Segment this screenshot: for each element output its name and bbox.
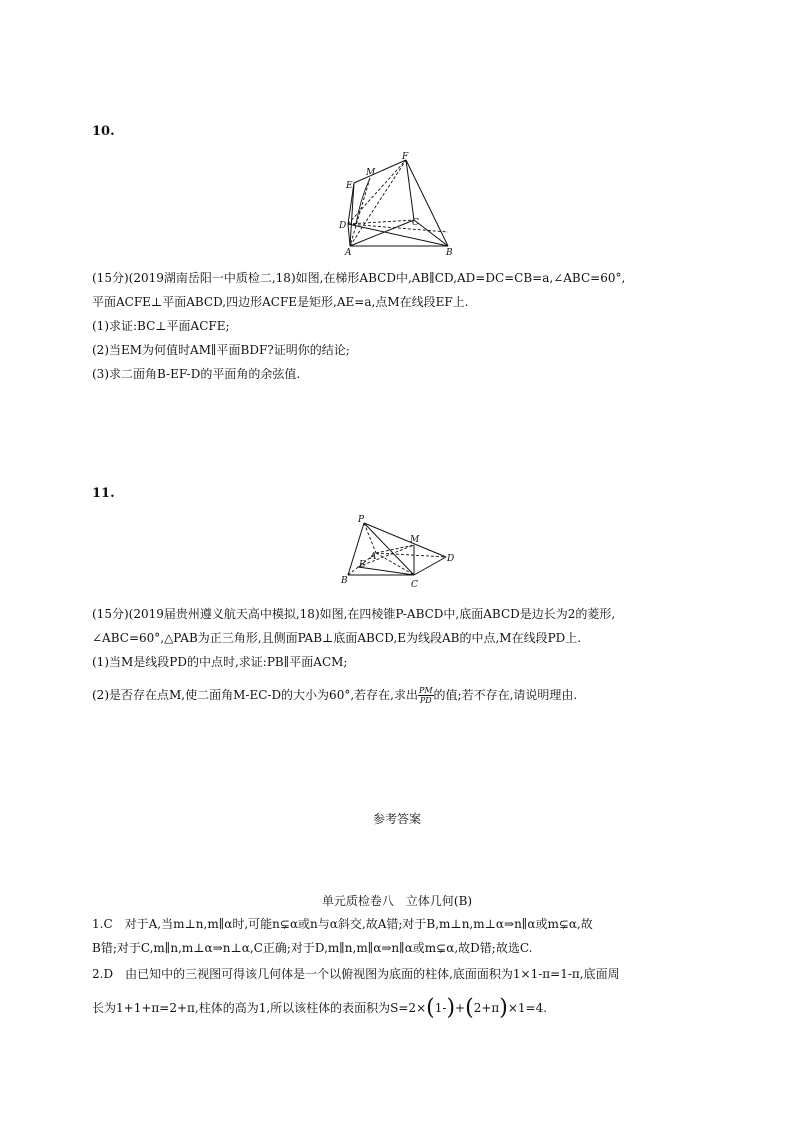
edge-CD [414, 557, 446, 575]
dashed-DB2 [348, 224, 448, 232]
label-E: E [359, 560, 366, 570]
plus-sign: + [455, 1001, 466, 1015]
q11-line2: ∠ABC=60°,△PAB为正三角形,且侧面PAB⊥底面ABCD,E为线段AB的中点,M在线段PD上. [92, 631, 582, 645]
dashed-AD [376, 553, 446, 557]
label-A: A [345, 248, 352, 258]
fraction-denominator: PD [419, 696, 432, 705]
label-D: D [339, 221, 347, 231]
edge-EA [350, 183, 354, 246]
dashed-DC [348, 220, 414, 224]
dashed-AM [376, 545, 414, 553]
fraction-numerator: PM [418, 686, 433, 695]
q10-line2: 平面ACFE⊥平面ABCD,四边形ACFE是矩形,AE=a,点M在线段EF上. [92, 295, 469, 309]
paren-1-inner: 1- [434, 1001, 447, 1015]
dashed-DF [348, 160, 406, 224]
q10-line1: (15分)(2019湖南岳阳一中质检二,18)如图,在梯形ABCD中,AB∥CD,AD=DC=CB=a,∠ABC=60°, [92, 271, 626, 285]
q10-part2: (2)当EM为何值时AM∥平面BDF?证明你的结论; [92, 343, 350, 357]
answers-subheading: 单元质检卷八 立体几何(B) [321, 894, 473, 908]
answer-1-line2: B错;对于C,m∥n,m⊥α⇒n⊥α,C正确;对于D,m∥n,m∥α⇒n∥α或m⊊α,故D错;故选C. [92, 941, 533, 955]
right-paren-2: ) [499, 995, 508, 1021]
answer-2-tail: ×1=4. [507, 1001, 548, 1015]
answer-2-text-before: 长为1+1+π=2+π,柱体的高为1,所以该柱体的表面积为S=2× [92, 1001, 427, 1015]
answer-1-line1: 1.C 对于A,当m⊥n,m∥α时,可能n⊊α或n与α斜交,故A错;对于B,m⊥n,m⊥α⇒n∥α或m⊊α,故 [92, 917, 593, 931]
q11-part2-text-after: 的值;若不存在,请说明理由. [433, 688, 578, 702]
left-paren-1: ( [426, 995, 435, 1021]
q11-part1: (1)当M是线段PD的中点时,求证:PB∥平面ACM; [92, 655, 348, 669]
edge-EC [358, 567, 414, 575]
q11-line1: (15分)(2019届贵州遵义航天高中模拟,18)如图,在四棱锥P-ABCD中,底面ABCD是边长为2的菱形, [92, 607, 616, 621]
answers-heading: 参考答案 [372, 812, 421, 826]
edge-FE [354, 160, 406, 183]
q11-part2 [92, 686, 712, 705]
label-D: D [447, 554, 455, 564]
label-C: C [412, 218, 419, 228]
label-A: A [370, 552, 377, 562]
q10-part3: (3)求二面角B-EF-D的平面角的余弦值. [92, 367, 301, 381]
dashed-AC [376, 553, 414, 575]
left-paren-2: ( [465, 995, 474, 1021]
question-11-number: 11. [92, 486, 115, 501]
q11-part2-text-before: (2)是否存在点M,使二面角M-EC-D的大小为60°,若存在,求出 [92, 688, 418, 702]
edge-DA [348, 224, 350, 246]
label-B: B [341, 576, 348, 586]
label-F: F [402, 152, 409, 162]
dashed-EM [358, 545, 414, 567]
label-M: M [410, 535, 420, 545]
label-M: M [366, 168, 376, 178]
paren-2-inner: 2+π [473, 1001, 500, 1015]
answer-2-line2 [92, 995, 712, 1021]
q10-part1: (1)求证:BC⊥平面ACFE; [92, 319, 230, 333]
edge-FB [406, 160, 448, 246]
question-10-number: 10. [92, 124, 115, 139]
label-B: B [446, 248, 453, 258]
right-paren-1: ) [446, 995, 456, 1021]
label-P: P [358, 515, 365, 525]
fraction-pm-pd [418, 686, 434, 705]
label-C: C [411, 580, 418, 590]
answer-2-line1: 2.D 由已知中的三视图可得该几何体是一个以俯视图为底面的柱体,底面面积为1×1-π=1-π,底面周 [92, 967, 620, 981]
q10-figure [336, 150, 460, 260]
edge-PC [364, 523, 414, 575]
edge-AC [350, 220, 414, 246]
q11-figure [338, 513, 462, 593]
label-E: E [346, 181, 353, 191]
